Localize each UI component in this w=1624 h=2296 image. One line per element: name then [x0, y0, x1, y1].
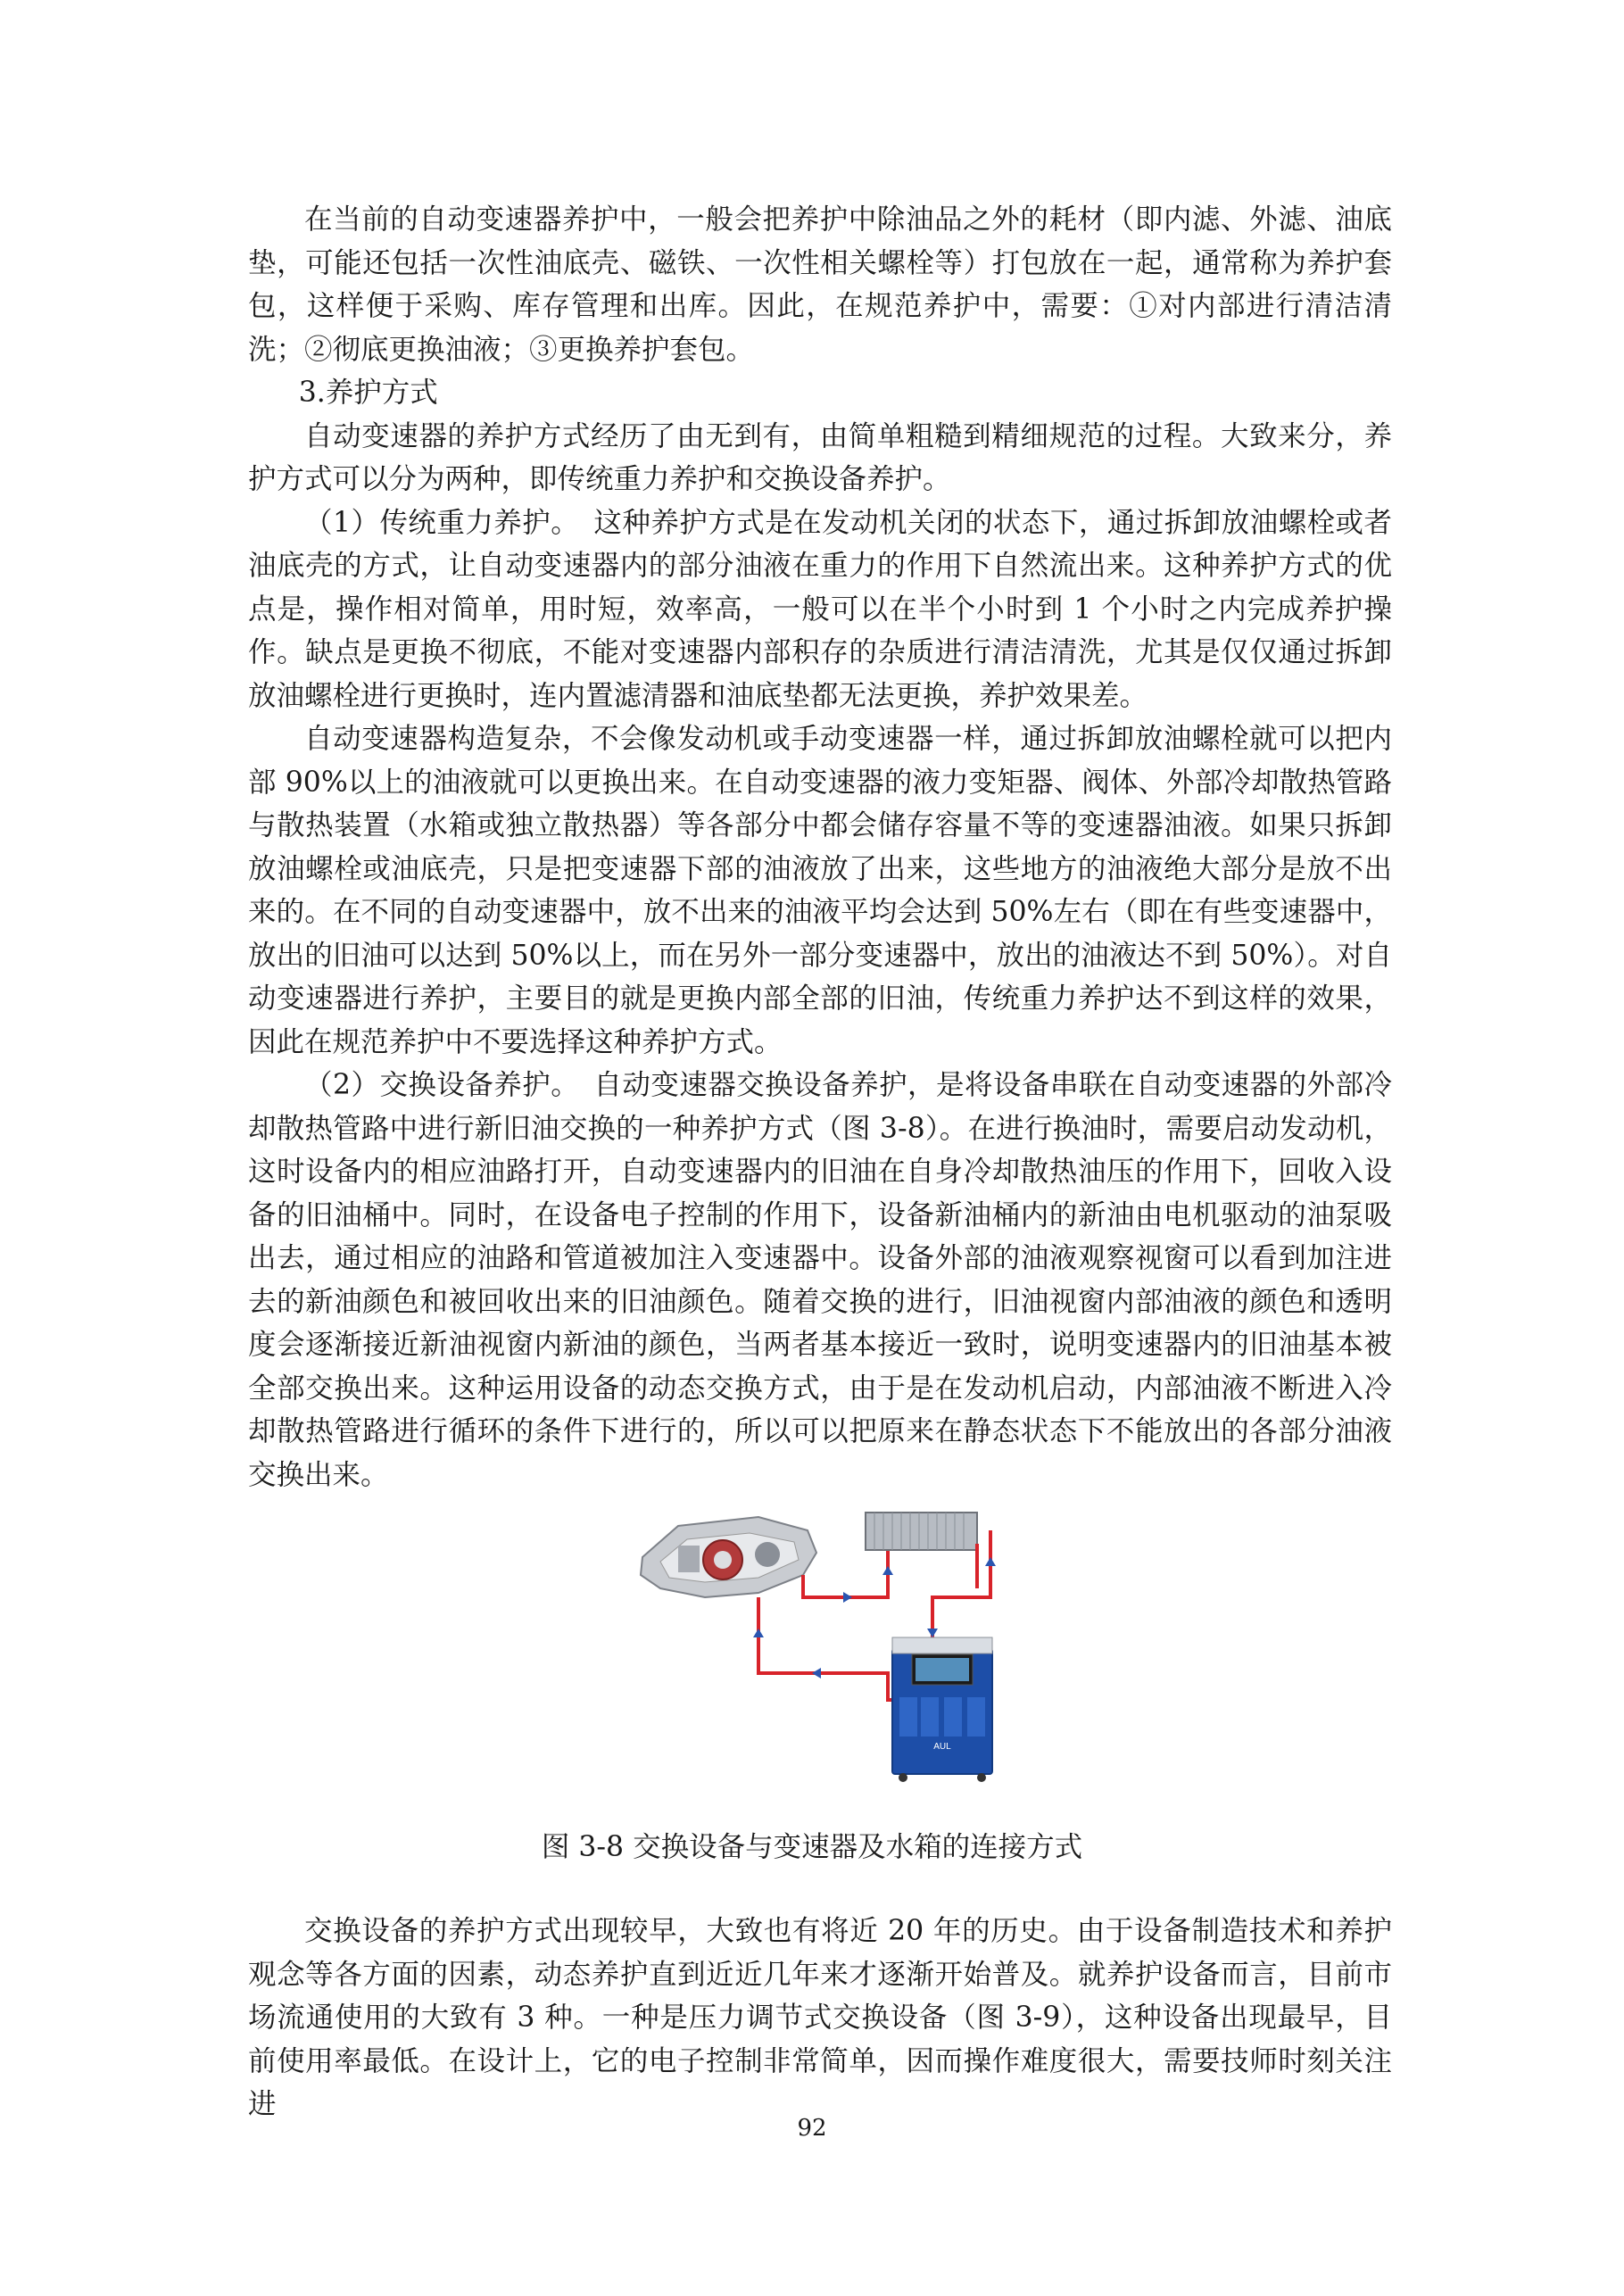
figure-caption: 图 3-8 交换设备与变速器及水箱的连接方式	[541, 1831, 1083, 1863]
section-heading-maintenance-methods: 3.养护方式	[298, 377, 438, 409]
body-text-continued	[248, 1910, 1392, 2126]
figure-3-8	[625, 1490, 1106, 1785]
paragraph-gravity-maintenance: （1）传统重力养护。 这种养护方式是在发动机关闭的状态下，通过拆卸放油螺栓或者油底壳的方式，让自动变速器内的部分油液在重力的作用下自然流出来。这种养护方式的优点是，操作相对简单，用时短，效率高，一般可以在半个小时到 1 个小时之内完成养护操作。缺点是更换不彻底，不能对变速器内部积存的杂质进行清洁清洗，尤其是仅仅通过拆卸放油螺栓进行更换时，连内置滤清器和油底垫都无法更换，养护效果差。	[248, 506, 1392, 712]
transmission-illustration	[641, 1517, 816, 1597]
radiator-illustration	[866, 1513, 977, 1550]
arrow-1	[843, 1592, 852, 1603]
paragraph-exchange-equipment: （2）交换设备养护。 自动变速器交换设备养护，是将设备串联在自动变速器的外部冷却散热管路中进行新旧油交换的一种养护方式（图 3-8）。在进行换油时，需要启动发动机，这时设备内的相应油路打开，自动变速器内的旧油在自身冷却散热油压的作用下，回收入设备的旧油桶中。同时，在设备电子控制的作用下，设备新油桶内的新油由电机驱动的油泵吸出去，通过相应的油路和管道被加注入变速器中。设备外部的油液观察视窗可以看到加注进去的新油颜色和被回收出来的旧油颜色。随着交换的进行，旧油视窗内部油液的颜色和透明度会逐渐接近新油视窗内新油的颜色，当两者基本接近一致时，说明变速器内的旧油基本被全部交换出来。这种运用设备的动态交换方式，由于是在发动机启动，内部油液不断进入冷却散热管路进行循环的条件下进行的，所以可以把原来在静态状态下不能放出的各部分油液交换出来。	[248, 1069, 1392, 1491]
pipe-transmission-radiator	[803, 1551, 888, 1597]
paragraph-maintenance-kit: 在当前的自动变速器养护中，一般会把养护中除油品之外的耗材（即内滤、外滤、油底垫，可能还包括一次性油底壳、磁铁、一次性相关螺栓等）打包放在一起，通常称为养护套包，这样便于采购、库存管理和出库。因此，在规范养护中，需要：①对内部进行清洁清洗；②彻底更换油液；③更换养护套包。	[248, 203, 1392, 366]
paragraph-methods-intro: 自动变速器的养护方式经历了由无到有，由简单粗糙到精细规范的过程。大致来分，养护方式可以分为两种，即传统重力养护和交换设备养护。	[248, 419, 1392, 495]
arrow-6	[753, 1629, 764, 1637]
connection-diagram	[625, 1490, 1106, 1785]
body-text	[248, 198, 1392, 1496]
paragraph-transmission-structure: 自动变速器构造复杂，不会像发动机或手动变速器一样，通过拆卸放油螺栓就可以把内部 90%以上的油液就可以更换出来。在自动变速器的液力变矩器、阀体、外部冷却散热管路与散热装置（水箱或独立散热器）等各部分中都会储存容量不等的变速器油液。如果只拆卸放油螺栓或油底壳，只是把变速器下部的油液放了出来，这些地方的油液绝大部分是放不出来的。在不同的自动变速器中，放不出来的油液平均会达到 50%左右（即在有些变速器中，放出的旧油可以达到 50%以上，而在另外一部分变速器中，放出的油液达不到 50%）。对自动变速器进行养护，主要目的就是更换内部全部的旧油，传统重力养护达不到这样的效果，因此在规范养护中不要选择这种养护方式。	[248, 723, 1392, 1058]
paragraph-equipment-history: 交换设备的养护方式出现较早，大致也有将近 20 年的历史。由于设备制造技术和养护观念等各方面的因素，动态养护直到近近几年来才逐渐开始普及。就养护设备而言，目前市场流通使用的大致有 3 种。一种是压力调节式交换设备（图 3-9），这种设备出现最早，目前使用率最低。在设计上，它的电子控制非常简单，因而操作难度很大，需要技师时刻关注进	[248, 1915, 1392, 2120]
arrow-2	[882, 1566, 893, 1575]
arrow-3	[927, 1629, 938, 1637]
brand-label: AUL	[933, 1742, 951, 1752]
exchange-machine	[892, 1637, 992, 1782]
page-number: 92	[797, 2115, 827, 2142]
arrow-4	[985, 1557, 996, 1566]
arrow-5	[812, 1668, 821, 1678]
